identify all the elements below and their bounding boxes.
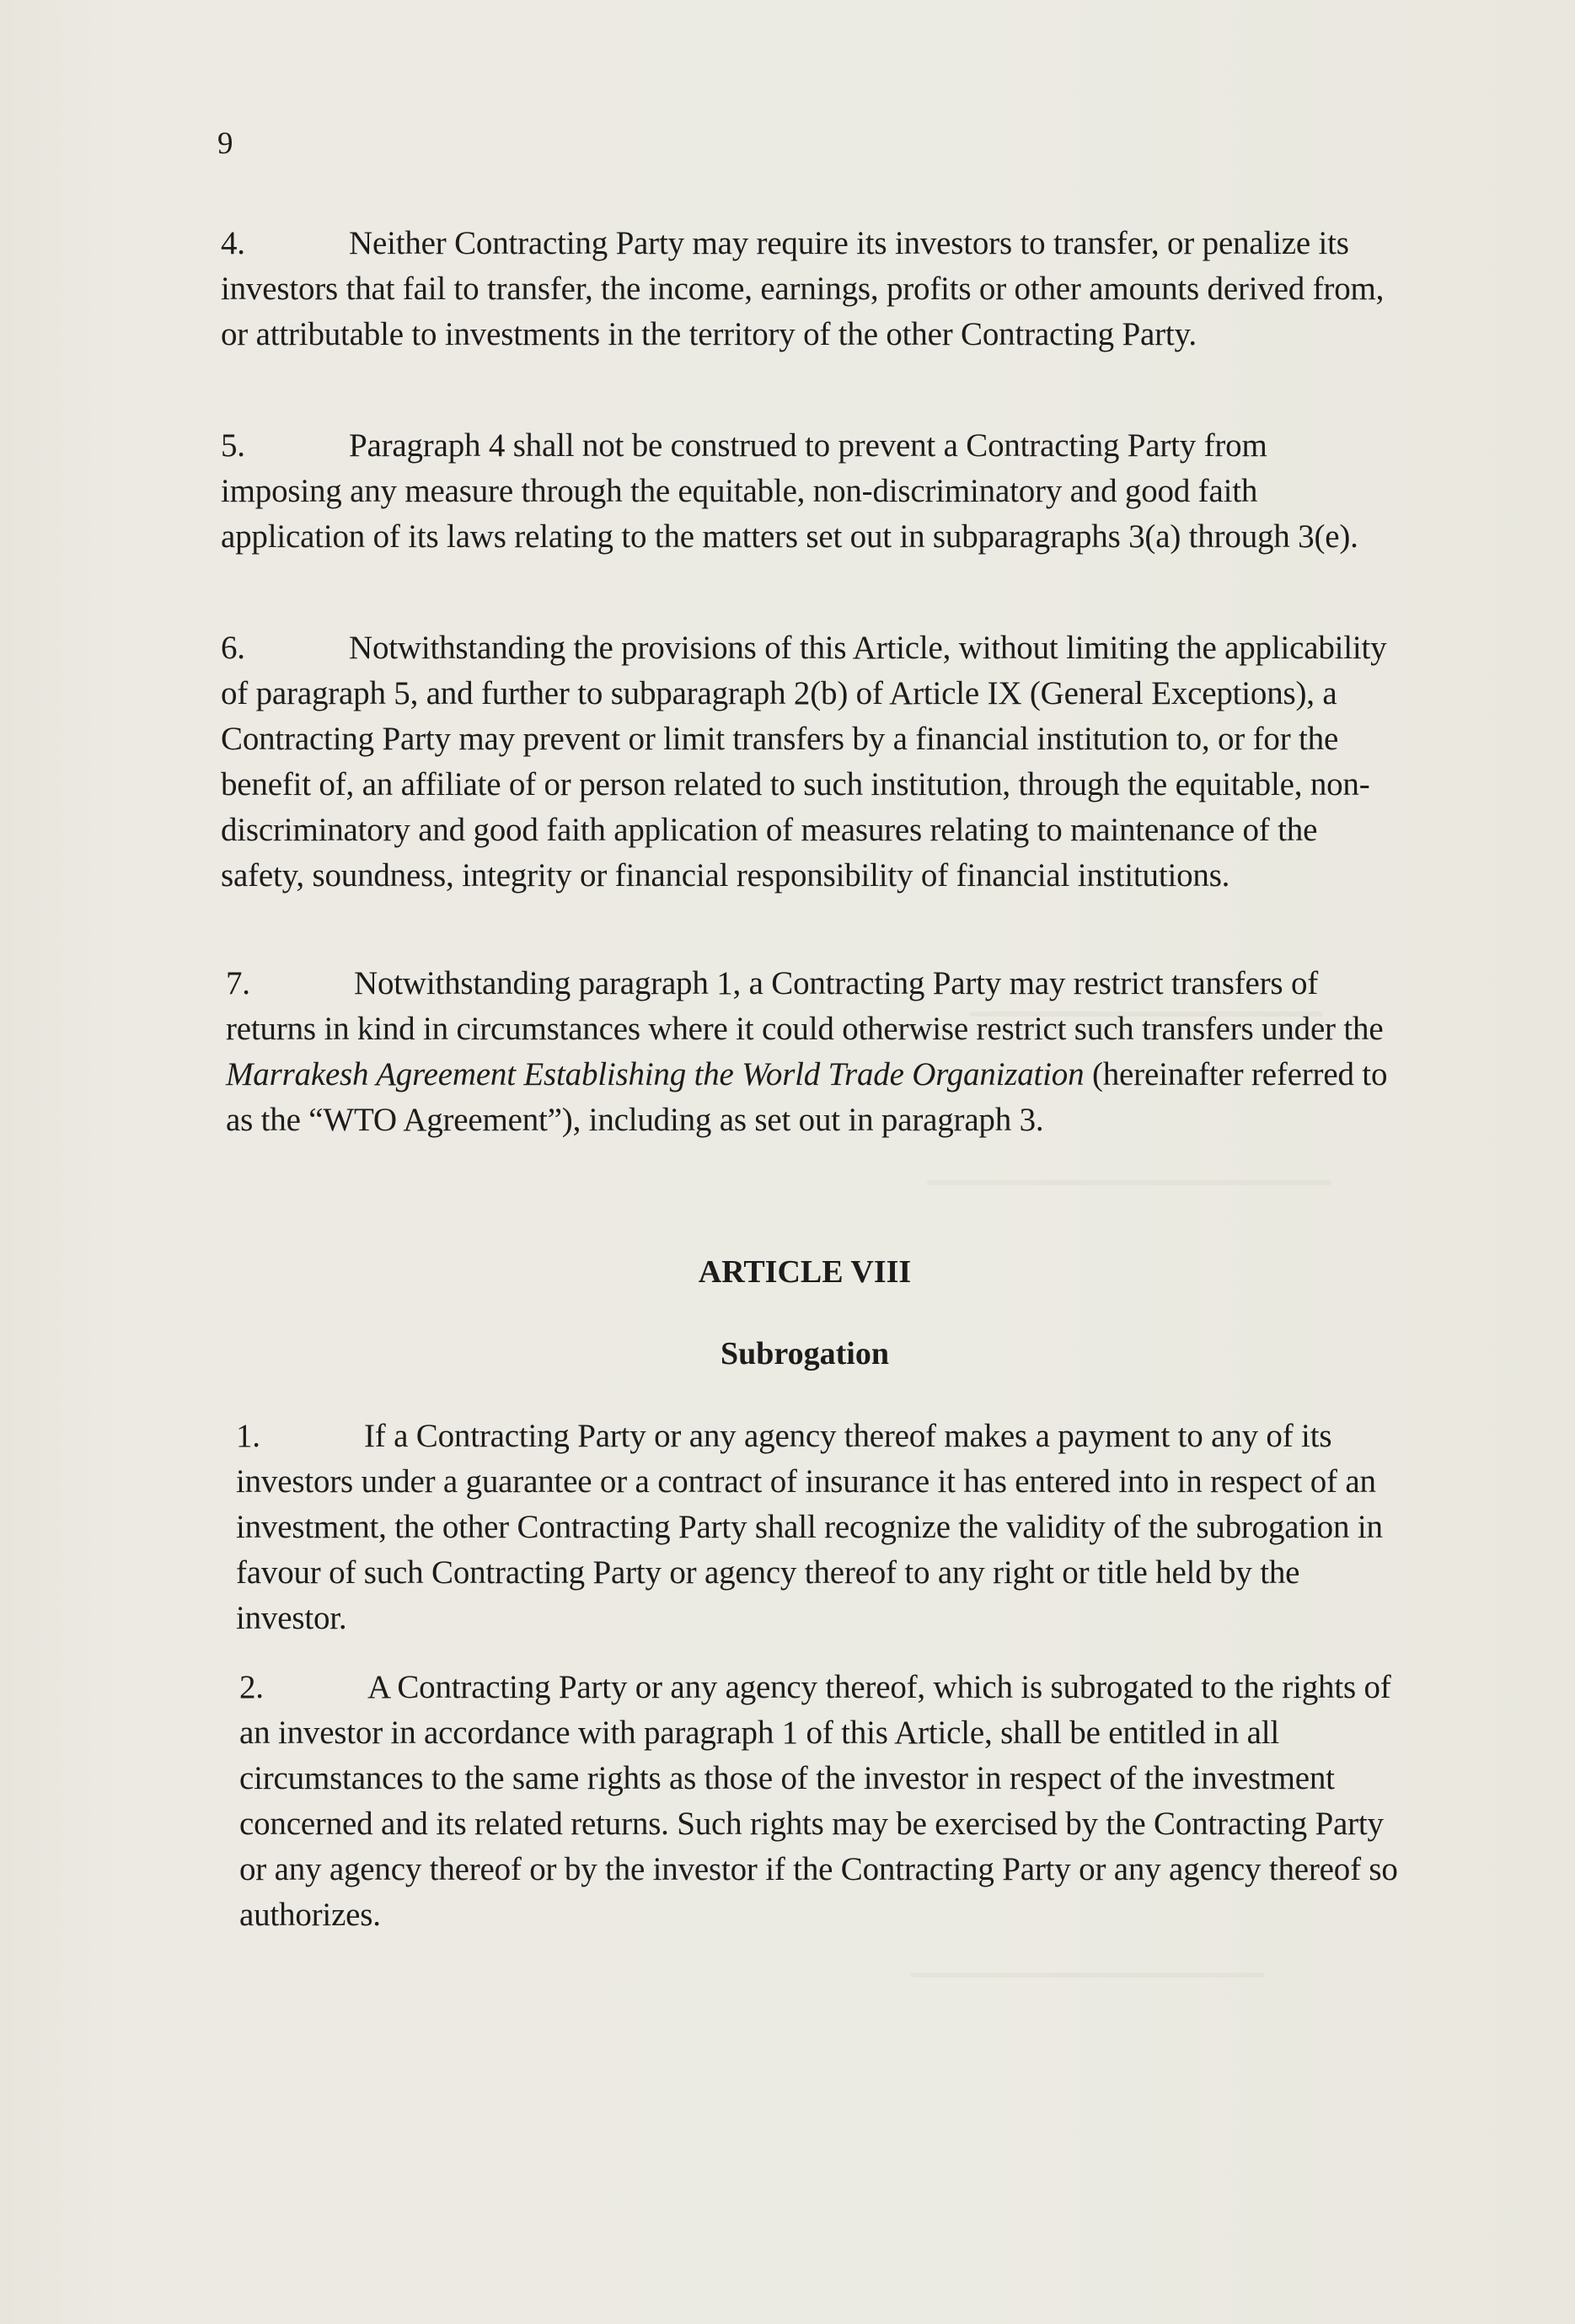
article-paragraph-1 <box>236 1414 1407 1641</box>
paragraph-4 <box>221 221 1392 357</box>
article-paragraph-2 <box>239 1665 1411 1938</box>
show-through-mark <box>910 1972 1264 1978</box>
paragraph-number: 5. <box>221 427 245 464</box>
paragraph-5 <box>221 423 1392 560</box>
paragraph-text: If a Contracting Party or any agency thereof makes a payment to any of its investors under a guarantee or a contract of insurance it has entered into in respect of an investment, the other Contracting Party shall recognize the validity of the subrogation in favour of such Contracting Party or agency thereof to any right or title held by the investor. <box>236 1418 1383 1636</box>
paragraph-text: Neither Contracting Party may require its investors to transfer, or penalize its investors that fail to transfer, the income, earnings, profits or other amounts derived from, or attributable to investments in the territory of the other Contracting Party. <box>221 225 1385 352</box>
show-through-mark <box>927 1180 1331 1185</box>
agreement-title: Marrakesh Agreement Establishing the World Trade Organization <box>226 1056 1085 1092</box>
paragraph-number: 2. <box>239 1669 264 1705</box>
paragraph-text: Notwithstanding paragraph 1, a Contracting Party may restrict transfers of returns in kind in circumstances where it could otherwise restrict such transfers under the <box>226 965 1384 1047</box>
page-number: 9 <box>217 126 233 161</box>
paragraph-text: A Contracting Party or any agency thereof, which is subrogated to the rights of an investor in accordance with paragraph 1 of this Article, shall be entitled in all circumstances to the same rights as those of the investor in respect of the investment concerned and its related returns. Such rights may be exercised by the Contracting Party or any agency thereof or by the investor if the Contracting Party or any agency thereof so authorizes. <box>239 1669 1398 1933</box>
paragraph-text: Notwithstanding the provisions of this Article, without limiting the applicability of paragraph 5, and further to subparagraph 2(b) of Article IX (General Exceptions), a Contracting Party may prevent or limit transfers by a financial institution to, or for the benefit of, an affiliate of or person related to such institution, through the equitable, non-discriminatory and good faith application of measures relating to maintenance of the safety, soundness, integrity or financial responsibility of financial institutions. <box>221 630 1387 894</box>
paragraph-text-continued: (hereinafter referred to as the “WTO Agreement”), including as set out in paragraph 3. <box>226 1056 1388 1138</box>
paragraph-text: Paragraph 4 shall not be construed to prevent a Contracting Party from imposing any measure through the equitable, non-discriminatory and good faith application of its laws relating to the matters set out in subparagraphs 3(a) through 3(e). <box>221 427 1358 555</box>
paragraph-number: 4. <box>221 225 245 261</box>
paragraph-number: 6. <box>221 630 245 666</box>
paragraph-number: 7. <box>226 965 250 1001</box>
article-heading: ARTICLE VIII <box>698 1254 912 1290</box>
paragraph-6 <box>221 625 1392 899</box>
paragraph-7 <box>226 961 1397 1143</box>
paragraph-number: 1. <box>236 1418 260 1454</box>
article-subheading: Subrogation <box>721 1336 889 1371</box>
